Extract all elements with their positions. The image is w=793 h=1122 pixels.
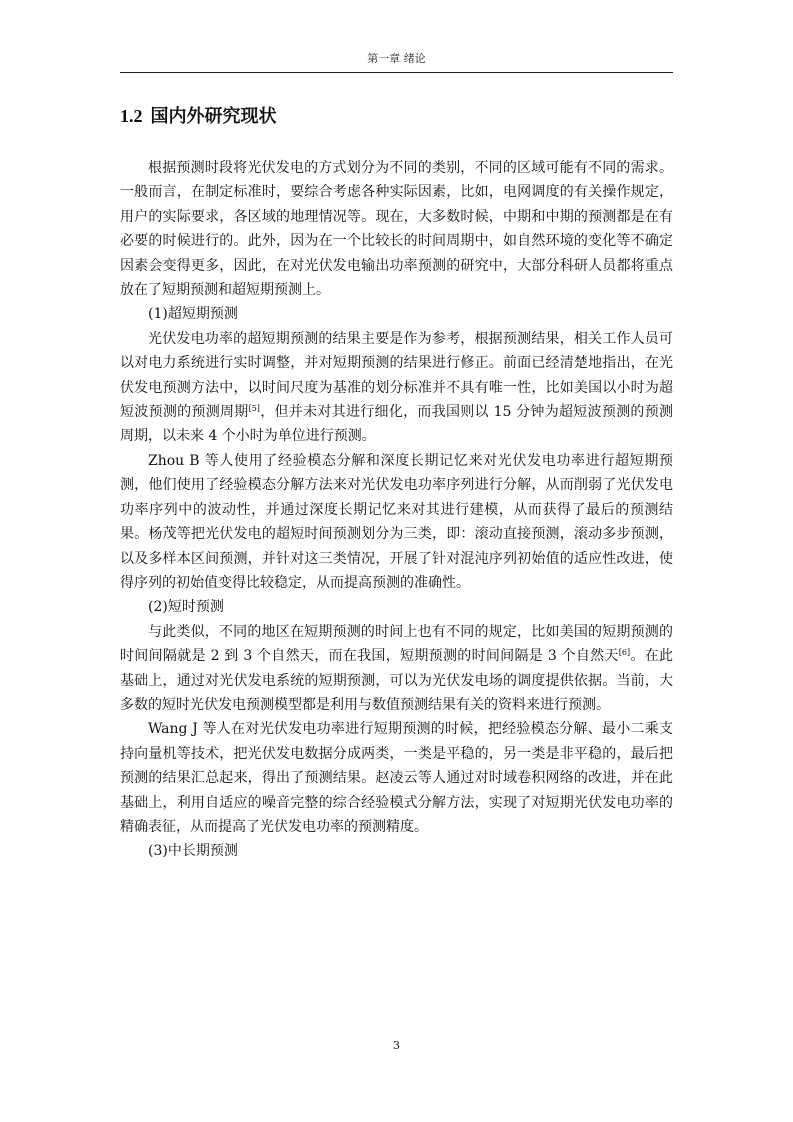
paragraph-text: 光伏发电功率的超短期预测的结果主要是作为参考，根据预测结果，相关工作人员可以对电力系统进行实时调整，并对短期预测的结果进行修正。前面已经清楚地指出，在光伏发电预测方法中，以时间尺度为基准的划分标准并不具有唯一性，比如美国以小时为超短波预测的预测周期 — [120, 330, 673, 421]
subheading-ultra-short-term: (1)超短期预测 — [148, 306, 238, 323]
citation-6[interactable]: [6] — [618, 648, 631, 658]
paragraph-wang-j: Wang J 等人在对光伏发电功率进行短期预测的时候，把经验模态分解、最小二乘支持向量机等技术，把光伏发电数据分成两类，一类是平稳的，另一类是非平稳的，最后把预测的结果汇总起来，得出了预测结果。赵凌云等人通过对时域卷积网络的改进，并在此基础上，利用自适应的噪音完整的综合经验模式分解方法，实现了对短期光伏发电功率的精确表征，从而提高了光伏发电功率的预测精度。 — [120, 721, 673, 835]
body-text — [120, 156, 673, 864]
paragraph-text: 。在此基础上，通过对光伏发电系统的短期预测，可以为光伏发电场的调度提供依据。当前，大多数的短时光伏发电预测模型都是利用与数值预测结果有关的资料来进行预测。 — [120, 648, 674, 713]
section-heading — [120, 102, 277, 131]
paragraph-short-term — [120, 620, 673, 718]
page-number: 3 — [393, 1039, 400, 1052]
paragraph-intro: 根据预测时段将光伏发电的方式划分为不同的类别，不同的区域可能有不同的需求。一般而言，在制定标准时，要综合考虑各种实际因素，比如，电网调度的有关操作规定，用户的实际要求，各区域的地理情况等。现在，大多数时候，中期和中期的预测都是在有必要的时候进行的。此外，因为在一个比较长的时间周期中，如自然环境的变化等不确定因素会变得更多，因此，在对光伏发电输出功率预测的研究中，大部分科研人员都将重点放在了短期预测和超短期预测上。 — [120, 160, 673, 299]
paragraph-zhou-b: Zhou B 等人使用了经验模态分解和深度长期记忆来对光伏发电功率进行超短期预测，他们使用了经验模态分解方法来对光伏发电功率序列进行分解，从而削弱了光伏发电功率序列中的波动性，并通过深度长期记忆来对其进行建模，从而获得了最后的预测结果。杨茂等把光伏发电的超短时间预测划分为三类，即：滚动直接预测，滚动多步预测，以及多样本区间预测，并针对这三类情况，开展了针对混沌序列初始值的适应性改进，使得序列的初始值变得比较稳定，从而提高预测的准确性。 — [120, 452, 673, 591]
paragraph-text: 与此类似，不同的地区在短期预测的时间上也有不同的规定，比如美国的短期预测的时间间隔就是 2 到 3 个自然天，而在我国，短期预测的时间间隔是 3 个自然天 — [120, 623, 673, 665]
header-rule — [120, 72, 673, 73]
section-number: 1.2 — [120, 106, 143, 126]
subheading-short-term: (2)短时预测 — [148, 599, 224, 616]
subheading-mid-long-term: (3)中长期预测 — [148, 843, 238, 860]
paragraph-text: ，但并未对其进行细化，而我国则以 15 分钟为超短波预测的预测周期，以未来 4 个小时为单位进行预测。 — [120, 404, 673, 445]
running-header: 第一章 绪论 — [367, 52, 426, 65]
paragraph-ultra-short-term — [120, 327, 673, 449]
citation-5[interactable]: [5] — [248, 404, 260, 414]
section-title: 国内外研究现状 — [150, 106, 277, 127]
